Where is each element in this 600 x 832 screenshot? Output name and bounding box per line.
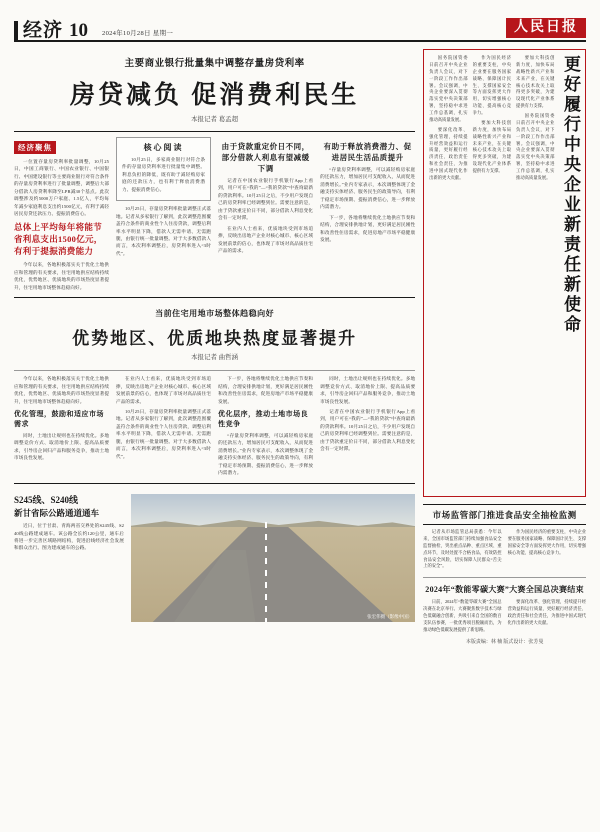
pkg2-col2-text: 在业内人士看来，优质地块受到市场追捧，反映出房地产企业对核心城市、核心区域发展前景的信心，也体现了市场对高品质住宅产品的需求。 [116, 376, 212, 404]
photo-title-line1: S245线、S240线 [14, 494, 79, 505]
photo-title-line2: 新甘省际公路通道通车 [14, 507, 100, 518]
lead-col3-text-b: 在业内人士看来，优质地块受到市场追捧，反映出房地产企业对核心城市、核心区域发展前景的信心，也体现了市场对高品质住宅产品的需求。 [218, 225, 314, 253]
feature-col2-text: 作为国民经济的重要支柱，中央企业要在服务国家战略、保障国计民生、支撑国家安全等方面发挥更大作用，切实增强核心功能、提高核心竞争力。 [472, 55, 512, 115]
photo-lane-marking [265, 522, 267, 622]
pkg2-subhead-2: 优化层序，推动土地市场良性竞争 [218, 409, 309, 428]
lead-column-3 [218, 137, 313, 294]
feature-col2-text-b: 要加大科技创新力度，加快布局战略性新兴产业和未来产业，在关键核心技术攻关上取得更多突破，为建设现代化产业体系提供有力支撑。 [472, 119, 512, 173]
right-region [423, 49, 586, 817]
lead-subhead-2: 有助于释放消费潜力、促进居民生活品质提升 [323, 142, 412, 162]
left-region [14, 49, 415, 817]
photo-story [14, 494, 415, 622]
core-reading-text: 10月25日，多家商业银行对符合条件的存量房贷利率进行批量集中调整。利息负担的降低，既有助于减轻购房家庭的还款压力，也有利于释放消费潜力、提振消费信心。 [122, 157, 206, 192]
pkg2-byline: 本报记者 曲哲涵 [191, 354, 239, 362]
lead-column-4 [320, 137, 415, 294]
feature-col1-text: 国务院国资委日前召开中央企业负责人会议，对下一阶段工作作出部署。会议强调，中央企业要深入贯彻落实党中央决策部署，坚持稳中求进工作总基调，扎实推动高质量发展。 [429, 55, 468, 122]
photo-credit: 张宏伟摄（影像中国） [367, 613, 413, 619]
feature-column-1 [429, 55, 467, 491]
feature-columns [429, 55, 554, 491]
lead-kicker: 主要商业银行批量集中调整存量房贷利率 [124, 59, 305, 69]
photo-caption-text: 近日，位于甘肃、青海两省交界处的S245线、S240线公路建成通车。该公路全长约120公里，通车后将进一步完善区域路网结构，促进沿线经济社会发展和群众出行。图为建成通车的公路。 [14, 523, 124, 551]
secondary-story-2-title: 2024年“数能零碳大赛”大赛全国总决赛结束 [425, 585, 584, 595]
issue-date: 2024年10月28日 星期一 [102, 30, 174, 37]
feature-col1-text-b: 要深化改革、强化管理，持续提升经营效益和运行质量，更好履行经济责任、政治责任和社会责任，为推进中国式现代化作出新的更大贡献。 [429, 126, 468, 180]
lead-headline: 房贷减负 促消费利民生 [69, 82, 360, 109]
lead-subhead-1: 由于贷款重定价日不同，部分借款人利息有望减缓下调 [221, 142, 310, 173]
pkg2-col1-text-b: 同时，土地出让规则也在持续优化。多地调整竞价方式、取消地价上限、提高品质要求，引导房企回归产品和服务竞争，推动土地市场良性发展。 [14, 432, 110, 461]
pkg2-column-3 [218, 375, 313, 479]
pkg2-columns [14, 375, 415, 479]
divider-4 [14, 483, 415, 484]
lead-column-1 [14, 137, 109, 294]
feature-column-3 [516, 55, 554, 491]
pkg2-column-4 [320, 375, 415, 479]
feature-vertical-headline: 更好履行中央企业新责任新使命 [561, 55, 580, 335]
paper-logo: 人民日报 [506, 18, 586, 38]
pkg2-subhead-1: 优化管理，鼓励和适应市场需求 [14, 409, 104, 428]
lead-byline: 本报记者 葛孟超 [191, 116, 239, 123]
section-name: 经济 [23, 20, 64, 41]
lead-col4-text: “存量房贷利率调整，可以减轻购房家庭的还款压力，增加居民可支配收入，从而促进消费增长。”业内专家表示，本次调整体现了金融支持实体经济、服务民生的政策导向，有利于稳定市场预期、提振消费信心，进一步释放内需潜力。 [320, 167, 416, 210]
lead-col2-text: 10月25日，存量房贷利率批量调整正式落地。记者从多家银行了解到，此次调整范围覆盖符合条件的商业性个人住房贷款，调整后利率水平明显下降，借款人无需申请、无需跑腿，由银行统一批量调整。对于大多数借款人而言，本次利率调整后，房贷利率进入“3时代”。 [116, 206, 212, 256]
page-credit: 本版责编：林 楠 版式设计：张芳曼 [465, 639, 544, 645]
lead-red-subtitle: 总体上平均每年将能节省利息支出1500亿元，有利于提振消费能力 [14, 221, 103, 257]
secondary-story-1-text: 记者从市场监管总局获悉：今年以来，全国市场监管部门持续加强食品安全监督抽检，突出重点品种、重点区域、重点环节，及时处置不合格食品，有效防控食品安全风险，切实保障人民群众“舌尖上的安全”。 [423, 529, 502, 569]
pkg2-col4-text-b: 记者在中国农业银行手机银行App上看到，用户可在“我的”—“我的贷款”中查询最新的贷款利率。10月25日之后，不少用户发现自己的房贷利率已经调整到位。需要注意的是，由于贷款重定价日不同，部分借款人利息变化会有一定时滞。 [320, 408, 416, 452]
photo-sky [131, 494, 415, 527]
lead-col1-text: 一位置存量房贷利率批量调整，10月25日，中国工商银行、中国农业银行、中国银行、中国建设银行等主要商业银行对符合条件的存量房贷利率进行了批量调整，调整后大部分借款人房贷利率降至LPR减30个基点。此次调整涉及约5000万户家庭、1.5亿人，平均每年减少家庭利息支出约1500亿元，有利于减轻居民房贷还款压力、提振消费信心。 [14, 159, 110, 217]
pkg2-col4-text: 同时，土地出让规则也在持续优化。多地调整竞价方式、取消地价上限、提高品质要求，引导房企回归产品和服务竞争，推动土地市场良性发展。 [320, 376, 416, 404]
pkg2-headline: 优势地区、优质地块热度显著提升 [72, 329, 358, 349]
feature-column-2 [473, 55, 511, 491]
secondary-story-2-text: 日前，2024年“数能零碳大赛”全国总决赛在北京举行。大赛聚焦数字技术与绿色低碳融合创新，共吸引来自全国的数百支队伍参赛，一批优秀项目脱颖而出，为推动绿色低碳发展提供了新思路。 [423, 599, 502, 632]
economy-focus-flag: 经济聚焦 [14, 141, 56, 154]
pkg2-column-1 [14, 375, 109, 479]
page-number: 10 [69, 20, 89, 41]
lead-column-2 [116, 137, 211, 294]
pkg2-col3-text-b: “存量房贷利率调整，可以减轻购房家庭的还款压力，增加居民可支配收入，从而促进消费增长。”业内专家表示，本次调整体现了金融支持实体经济、服务民生的政策导向，有利于稳定市场预期、提振消费信心，进一步释放内需潜力。 [218, 432, 314, 476]
section-label [14, 21, 88, 40]
feature-col3-text: 要加大科技创新力度，加快布局战略性新兴产业和未来产业，在关键核心技术攻关上取得更多突破，为建设现代化产业体系提供有力支撑。 [516, 55, 555, 109]
divider-6 [423, 577, 586, 578]
divider-3 [14, 370, 415, 371]
divider-5 [423, 504, 586, 505]
pkg2-column-2 [116, 375, 211, 479]
secondary-story-2-text-b: 要深化改革、强化管理，持续提升经营效益和运行质量，更好履行经济责任、政治责任和社会责任，为推进中国式现代化作出新的更大贡献。 [507, 599, 586, 625]
secondary-story-2 [423, 577, 586, 644]
lead-col4-text-b: 下一步，各地将继续优化土地供应节奏和结构，合理安排供地计划，更好满足居民刚性和改善性住房需求，促进房地产市场平稳健康发展。 [320, 214, 416, 242]
divider [14, 131, 415, 132]
core-reading-box [116, 137, 211, 201]
lead-col3-text: 记者在中国农业银行手机银行App上看到，用户可在“我的”—“我的贷款”中查询最新的贷款利率。10月25日之后，不少用户发现自己的房贷利率已经调整到位。需要注意的是，由于贷款重定价日不同，部分借款人利息变化会有一定时滞。 [218, 178, 314, 221]
feature-box [423, 49, 586, 497]
pkg2-col1-text: 今年以来，各地积极落实关于优化土地供应和管理的有关要求，住宅用地供应结构持续优化，优势地区、优质地块的市场热度显著提升，住宅用地市场整体趋稳向好。 [14, 376, 110, 404]
masthead [14, 10, 586, 42]
pkg2-col2-text-b: 10月25日，存量房贷利率批量调整正式落地。记者从多家银行了解到，此次调整范围覆盖符合条件的商业性个人住房贷款，调整后利率水平明显下降，借款人无需申请、无需跑腿，由银行统一批量调整。对于大多数借款人而言，本次利率调整后，房贷利率进入“3时代”。 [116, 408, 212, 459]
secondary-story-1-text-b: 作为国民经济的重要支柱，中央企业要在服务国家战略、保障国计民生、支撑国家安全等方面发挥更大作用，切实增强核心功能、提高核心竞争力。 [507, 529, 586, 555]
photo-caption-block [14, 494, 124, 622]
feature-col3-text-b: 国务院国资委日前召开中央企业负责人会议，对下一阶段工作作出部署。会议强调，中央企业要深入贯彻落实党中央决策部署，坚持稳中求进工作总基调，扎实推动高质量发展。 [516, 113, 555, 180]
pkg2-col3-text: 下一步，各地将继续优化土地供应节奏和结构，合理安排供地计划，更好满足居民刚性和改善性住房需求，促进房地产市场平稳健康发展。 [218, 376, 314, 404]
lead-col1-text-b: 今年以来，各地积极落实关于优化土地供应和管理的有关要求，住宅用地供应结构持续优化，优势地区、优质地块的市场热度显著提升，住宅用地市场整体趋稳向好。 [14, 262, 110, 290]
photo-image [131, 494, 415, 622]
pkg2-kicker: 当前住宅用地市场整体趋稳向好 [155, 309, 275, 319]
lead-columns [14, 137, 415, 294]
secondary-story-1 [423, 504, 586, 570]
secondary-story-1-title: 市场监管部门推进食品安全抽检监测 [423, 509, 586, 525]
core-reading-title: 核心阅读 [143, 143, 184, 152]
divider-2 [14, 297, 415, 298]
